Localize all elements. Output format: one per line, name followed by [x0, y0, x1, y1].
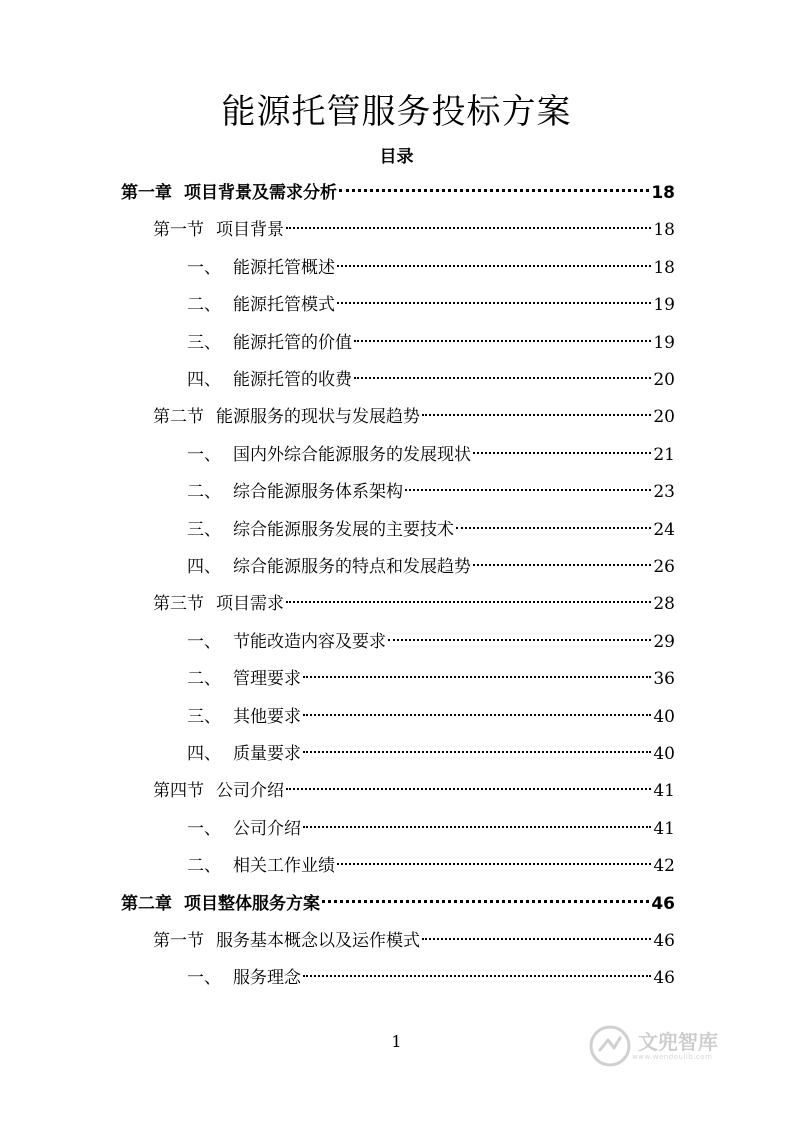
watermark-logo-icon: [588, 1024, 632, 1068]
toc-entry-page: 42: [653, 856, 675, 877]
toc-entry-page: 46: [651, 893, 675, 914]
toc-dot-leader: [337, 265, 651, 267]
toc-entry[interactable]: [187, 365, 675, 395]
toc-entry-number: 一、: [187, 968, 221, 989]
toc-entry-page: 26: [653, 557, 675, 577]
toc-entry-page: 28: [653, 594, 675, 615]
toc-dot-leader: [422, 938, 651, 940]
toc-entry[interactable]: [187, 814, 675, 844]
toc-entry-number: 第二章: [121, 893, 172, 914]
toc-dot-leader: [286, 601, 651, 603]
watermark: [588, 1020, 768, 1072]
toc-entry-number: 三、: [187, 519, 221, 540]
toc-entry-page: 20: [653, 370, 675, 390]
watermark-subtext: www.wendoulib.com: [632, 1053, 713, 1061]
toc-entry[interactable]: [153, 926, 675, 956]
toc-entry-number: 一、: [187, 257, 221, 278]
toc-dot-leader: [322, 900, 649, 903]
toc-entry-title: 能源托管的价值: [233, 332, 352, 353]
toc-entry[interactable]: [153, 215, 675, 245]
toc-entry-page: 41: [653, 818, 675, 839]
toc-entry-page: 19: [653, 332, 675, 353]
toc-entry-page: 20: [653, 407, 675, 428]
toc-entry-number: 一、: [187, 444, 221, 465]
toc-entry-title: 综合能源服务的特点和发展趋势: [233, 557, 471, 577]
toc-entry[interactable]: [187, 739, 675, 769]
toc-dot-leader: [354, 377, 651, 379]
toc-entry-title: 质量要求: [233, 744, 301, 764]
toc-entry-title: 公司介绍: [216, 781, 284, 802]
toc-entry-page: 21: [653, 444, 675, 465]
toc-entry-page: 23: [653, 482, 675, 503]
toc-entry[interactable]: [153, 589, 675, 619]
toc-dot-leader: [405, 489, 651, 491]
toc-entry-number: 四、: [187, 744, 221, 764]
toc-entry-number: 二、: [187, 856, 221, 877]
toc-dot-leader: [473, 452, 651, 454]
toc-dot-leader: [286, 227, 651, 229]
toc-entry[interactable]: [121, 178, 675, 208]
toc-entry-number: 二、: [187, 295, 221, 316]
toc-entry-number: 四、: [187, 557, 221, 577]
toc-entry-title: 国内外综合能源服务的发展现状: [233, 444, 471, 465]
toc-entry-number: 第四节: [153, 781, 204, 802]
page-number: 1: [391, 1032, 402, 1051]
toc-entry-title: 项目背景: [216, 220, 284, 241]
toc-entry[interactable]: [187, 963, 675, 993]
toc-entry-title: 能源服务的现状与发展趋势: [216, 407, 420, 428]
toc-entry-number: 三、: [187, 332, 221, 353]
toc-entry-number: 一、: [187, 818, 221, 839]
toc-entry[interactable]: [187, 440, 675, 470]
toc-dot-leader: [456, 527, 651, 529]
toc-entry-page: 18: [653, 220, 675, 241]
toc-entry-title: 综合能源服务发展的主要技术: [233, 519, 454, 540]
toc-entry[interactable]: [187, 253, 675, 283]
toc-entry[interactable]: [187, 290, 675, 320]
toc-entry-page: 36: [653, 669, 675, 690]
toc-dot-leader: [388, 639, 651, 641]
toc-entry[interactable]: [187, 851, 675, 881]
toc-entry[interactable]: [153, 402, 675, 432]
toc-entry-page: 40: [653, 744, 675, 764]
toc-entry-number: 一、: [187, 631, 221, 652]
toc-entry-page: 46: [653, 968, 675, 989]
toc-dot-leader: [303, 714, 651, 716]
toc-entry-number: 二、: [187, 669, 221, 690]
toc-entry[interactable]: [187, 627, 675, 657]
toc-entry-title: 能源托管的收费: [233, 370, 352, 390]
toc-entry-page: 40: [653, 706, 675, 727]
toc-entry-number: 第三节: [153, 594, 204, 615]
toc-dot-leader: [337, 302, 651, 304]
toc-entry-title: 综合能源服务体系架构: [233, 482, 403, 503]
toc-entry-title: 公司介绍: [233, 818, 301, 839]
toc-dot-leader: [303, 751, 651, 753]
toc-entry-number: 第一节: [153, 220, 204, 241]
toc-entry-title: 项目需求: [216, 594, 284, 615]
toc-entry-page: 46: [653, 931, 675, 951]
toc-entry-title: 相关工作业绩: [233, 856, 335, 877]
toc-entry-title: 能源托管概述: [233, 257, 335, 278]
toc-dot-leader: [339, 189, 649, 192]
toc-entry-number: 二、: [187, 482, 221, 503]
toc-entry-title: 能源托管模式: [233, 295, 335, 316]
toc-entry[interactable]: [187, 664, 675, 694]
toc-entry[interactable]: [153, 776, 675, 806]
toc-entry-number: 四、: [187, 370, 221, 390]
toc-entry-title: 管理要求: [233, 669, 301, 690]
toc-entry[interactable]: [187, 477, 675, 507]
toc-entry-title: 其他要求: [233, 706, 301, 727]
toc-entry-number: 第一节: [153, 931, 204, 951]
toc-entry[interactable]: [187, 702, 675, 732]
toc-entry-title: 节能改造内容及要求: [233, 631, 386, 652]
toc-entry-title: 项目整体服务方案: [184, 893, 320, 914]
toc-dot-leader: [473, 564, 651, 566]
document-title: 能源托管服务投标方案: [221, 92, 572, 132]
toc-entry[interactable]: [187, 328, 675, 358]
toc-entry[interactable]: [187, 552, 675, 582]
toc-entry[interactable]: [121, 889, 675, 919]
toc-entry-number: 第一章: [121, 183, 172, 203]
toc-dot-leader: [337, 863, 651, 865]
toc-entry-title: 项目背景及需求分析: [184, 183, 337, 203]
toc-dot-leader: [422, 414, 651, 416]
toc-entry-page: 18: [651, 183, 675, 203]
toc-entry-number: 第二节: [153, 407, 204, 428]
toc-dot-leader: [303, 676, 651, 678]
toc-heading: 目录: [379, 147, 414, 167]
toc-entry-page: 41: [653, 781, 675, 802]
toc-dot-leader: [303, 826, 651, 828]
watermark-text: 文兜智库: [638, 1030, 718, 1054]
toc-entry-page: 24: [653, 519, 675, 540]
toc-dot-leader: [303, 975, 651, 977]
toc-entry-number: 三、: [187, 706, 221, 727]
toc-entry-page: 29: [653, 631, 675, 652]
toc-entry-page: 19: [653, 295, 675, 316]
toc-entry-title: 服务基本概念以及运作模式: [216, 931, 420, 951]
toc-dot-leader: [354, 340, 651, 342]
toc-entry-page: 18: [653, 257, 675, 278]
toc-entry[interactable]: [187, 515, 675, 545]
toc-entry-title: 服务理念: [233, 968, 301, 989]
toc-dot-leader: [286, 788, 651, 790]
